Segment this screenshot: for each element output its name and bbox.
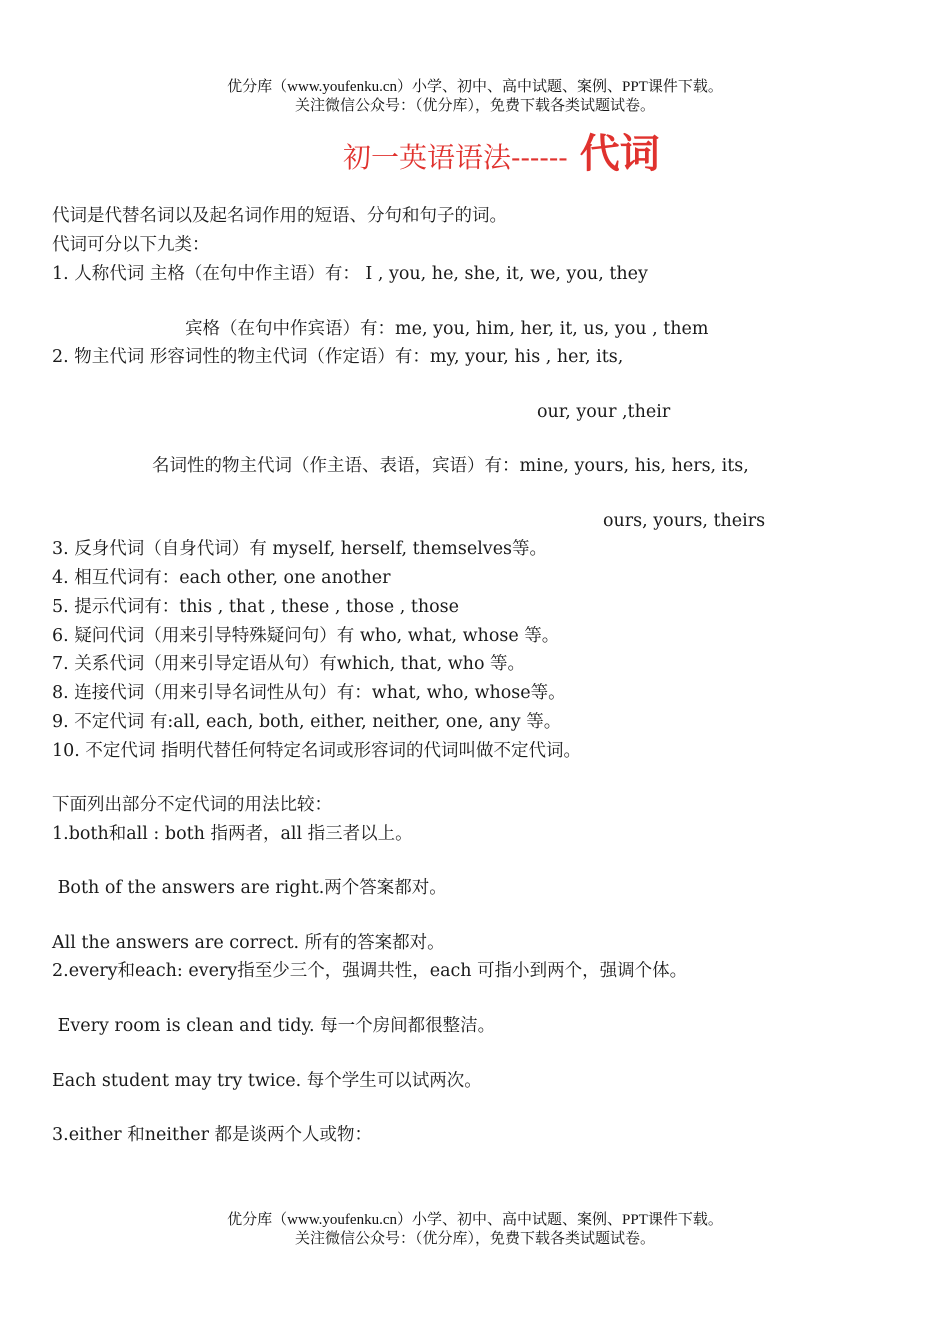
item-4-reciprocal: 4. 相互代词有：each other, one another (52, 568, 391, 588)
item-1-personal-objective: 宾格（在句中作宾语）有：me, you, him, her, it, us, you , them (185, 319, 709, 339)
item-2-possessive-noun: 名词性的物主代词（作主语、表语，宾语）有：mine, yours, his, hers, its, (152, 456, 749, 476)
footer-line-2: 关注微信公众号：（优分库），免费下载各类试题试卷。 (294, 1231, 655, 1247)
comparison-3-either-neither: 3.either 和neither 都是谈两个人或物： (52, 1125, 373, 1145)
item-10-indefinite-definition: 10. 不定代词 指明代替任何特定名词或形容词的代词叫做不定代词。 (52, 741, 581, 761)
intro-categories: 代词可分以下九类： (52, 235, 210, 255)
example-each: Each student may try twice. 每个学生可以试两次。 (52, 1071, 482, 1091)
item-2-possessive-adjective: 2. 物主代词 形容词性的物主代词（作定语）有：my, your, his , her, its, (52, 347, 624, 367)
item-2-possessive-adjective-cont: our, your ,their (537, 402, 671, 422)
item-3-reflexive: 3. 反身代词（自身代词）有 myself, herself, themselves等。 (52, 539, 548, 559)
example-every: Every room is clean and tidy. 每一个房间都很整洁。 (52, 1016, 496, 1036)
comparison-2-every-each: 2.every和each: every指至少三个，强调共性，each 可指小到两个，强调个体。 (52, 961, 688, 981)
item-1-personal-nominative: 1. 人称代词 主格（在句中作主语）有： I , you, he, she, it, we, you, they (52, 264, 648, 284)
item-5-demonstrative: 5. 提示代词有：this , that , these , those , those (52, 597, 460, 617)
title-main: 初一英语语法------ (343, 141, 568, 174)
title-emphasis: 代词 (579, 130, 660, 177)
page-title (343, 122, 660, 179)
item-6-interrogative: 6. 疑问代词（用来引导特殊疑问句）有 who, what, whose 等。 (52, 626, 560, 646)
example-both: Both of the answers are right.两个答案都对。 (52, 878, 447, 898)
example-all: All the answers are correct. 所有的答案都对。 (52, 933, 445, 953)
item-9-indefinite: 9. 不定代词 有:all, each, both, either, neither, one, any 等。 (52, 712, 562, 732)
header-line-2: 关注微信公众号：（优分库），免费下载各类试题试卷。 (294, 98, 655, 114)
footer-line-1: 优分库（www.youfenku.cn）小学、初中、高中试题、案例、PPT课件下载。 (227, 1212, 723, 1228)
header-line-1: 优分库（www.youfenku.cn）小学、初中、高中试题、案例、PPT课件下载。 (227, 79, 723, 95)
item-8-conjunctive: 8. 连接代词（用来引导名词性从句）有：what, who, whose等。 (52, 683, 566, 703)
item-7-relative: 7. 关系代词（用来引导定语从句）有which, that, who 等。 (52, 654, 526, 674)
comparison-1-both-all: 1.both和all : both 指两者，all 指三者以上。 (52, 824, 413, 844)
item-2-possessive-noun-cont: ours, yours, theirs (603, 511, 766, 531)
intro-definition: 代词是代替名词以及起名词作用的短语、分句和句子的词。 (52, 206, 507, 226)
comparison-heading: 下面列出部分不定代词的用法比较： (52, 795, 332, 815)
